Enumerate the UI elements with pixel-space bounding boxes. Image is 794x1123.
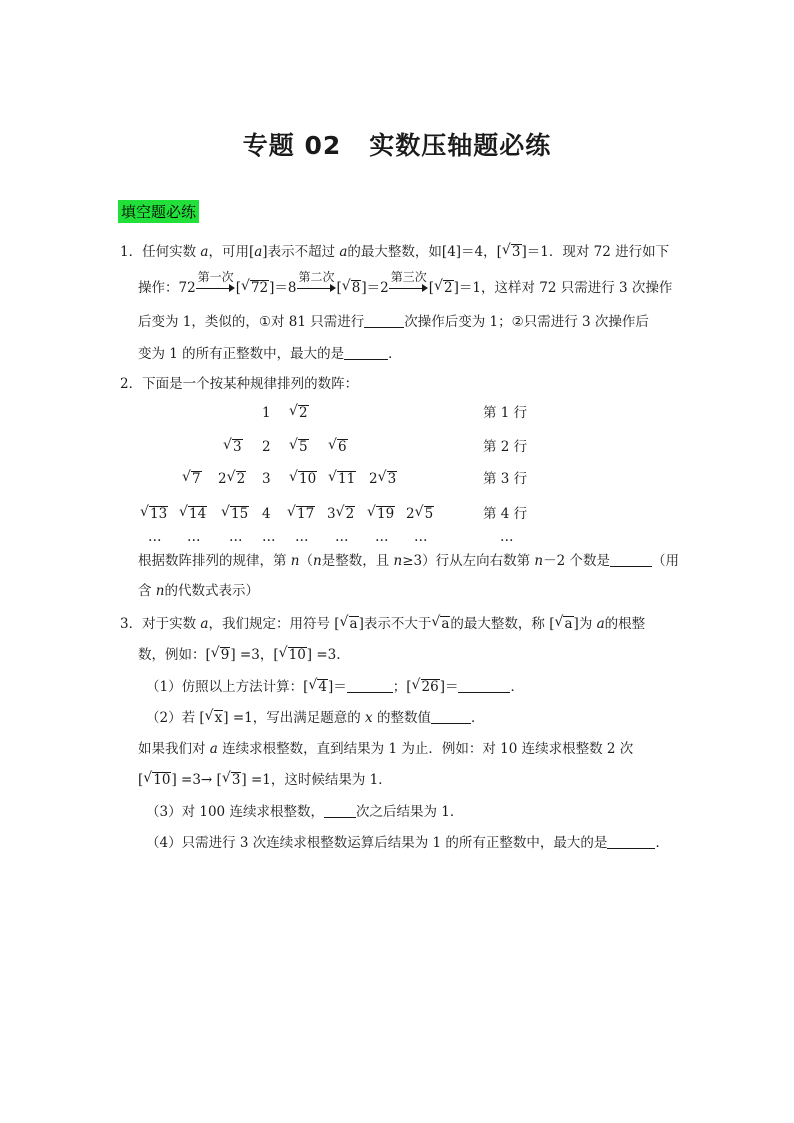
q1-line2: 操作：72 第一次 [√ 72]＝8 第二次 [√ 8]＝2 第三次 [√ 2]＝1，这样对 72 只需进行 3 次操作 [138, 276, 672, 298]
q3-line1: 3．对于实数 a，我们规定：用符号 [√ a]表示不大于√ a的最大整数，称 [√ a]为 a的根整 [120, 614, 645, 634]
row-label: 第 2 行 [483, 439, 528, 455]
matrix-cell: 3√ 2 [327, 504, 355, 524]
page-title [0, 126, 794, 162]
matrix-dots: … [295, 529, 309, 545]
matrix-dots: … [414, 529, 428, 545]
matrix-dots: … [335, 529, 349, 545]
matrix-cell: √ 11 [328, 469, 356, 489]
q3-part4: （4）只需进行 3 次连续求根整数运算后结果为 1 的所有正整数中，最大的是 ． [146, 835, 669, 851]
answer-blank-q3-1b[interactable] [458, 678, 510, 693]
matrix-cell: 1 [262, 405, 271, 421]
matrix-cell: √ 10 [289, 469, 317, 489]
matrix-dots: … [148, 529, 162, 545]
matrix-cell: 2√ 3 [369, 469, 397, 489]
q1-line3: 后变为 1，类似的，①对 81 只需进行 次操作后变为 1；②只需进行 3 次操作后 [138, 314, 649, 330]
matrix-dots: … [229, 529, 243, 545]
answer-blank-q3-2[interactable] [431, 709, 471, 724]
matrix-cell: 2√ 5 [406, 504, 434, 524]
arrow-third: 第三次 [389, 276, 429, 296]
q3-line2: 数，例如：[√ 9] =3，[√ 10] =3. [138, 645, 341, 665]
row-label: 第 4 行 [483, 506, 528, 522]
matrix-cell: √ 5 [289, 437, 309, 457]
section-heading: 填空题必练 [118, 200, 199, 223]
title-part1: 专题 02 [242, 131, 342, 160]
matrix-cell: √ 6 [328, 437, 348, 457]
matrix-dots: … [187, 529, 201, 545]
matrix-dots: … [375, 529, 389, 545]
q2-line2: 含 n的代数式表示） [138, 583, 259, 599]
matrix-cell: √ 13 [140, 504, 168, 524]
q2-intro: 2．下面是一个按某种规律排列的数阵： [120, 376, 359, 392]
q3-part2: （2）若 [√ x] =1，写出满足题意的 x 的整数值 ． [146, 708, 484, 728]
answer-blank-q3-3[interactable] [324, 803, 356, 818]
matrix-cell: √ 17 [287, 504, 315, 524]
arrow-second: 第二次 [297, 276, 337, 296]
answer-blank-q1-2[interactable] [344, 345, 388, 360]
matrix-cell: √ 14 [179, 504, 207, 524]
matrix-cell: √ 7 [182, 469, 202, 489]
answer-blank-q3-4[interactable] [607, 834, 655, 849]
matrix-cell: 2√ 2 [218, 469, 246, 489]
q3-line-m1: 如果我们对 a 连续求根整数，直到结果为 1 为止．例如：对 10 连续求根整数 2 次 [138, 741, 634, 757]
matrix-cell: √ 2 [289, 403, 309, 423]
arrow-first: 第一次 [196, 276, 236, 296]
q3-line-m2: [√ 10] =3→ [√ 3] =1，这时候结果为 1． [138, 770, 392, 790]
row-label: 第 3 行 [483, 471, 528, 487]
title-part2: 实数压轴题必练 [369, 131, 552, 160]
matrix-cell: 4 [262, 506, 271, 522]
matrix-cell: √ 15 [221, 504, 249, 524]
matrix-cell: 2 [262, 439, 271, 455]
row-label: 第 1 行 [483, 405, 528, 421]
q3-part3: （3）对 100 连续求根整数， 次之后结果为 1． [146, 804, 464, 820]
answer-blank-q2[interactable] [610, 552, 652, 567]
matrix-dots: … [500, 529, 514, 545]
matrix-dots: … [262, 529, 276, 545]
q2-line1: 根据数阵排列的规律，第 n（n是整数，且 n≥3）行从左向右数第 n－2 个数是 （用 [138, 553, 679, 569]
matrix-cell: √ 19 [367, 504, 395, 524]
matrix-cell: √ 3 [223, 437, 243, 457]
matrix-cell: 3 [262, 471, 271, 487]
sqrt-3: √ 3 [502, 242, 522, 262]
q3-part1: （1）仿照以上方法计算：[√ 4]＝ ；[√ 26]＝ ． [146, 677, 524, 697]
q1-line1: 1．任何实数 a，可用[a]表示不超过 a的最大整数，如[4]＝4，[√ 3]＝1．现对 72 进行如下 [120, 242, 669, 262]
answer-blank-q3-1a[interactable] [347, 678, 393, 693]
answer-blank-q1-1[interactable] [364, 313, 404, 328]
q1-line4: 变为 1 的所有正整数中，最大的是 ． [138, 346, 402, 362]
